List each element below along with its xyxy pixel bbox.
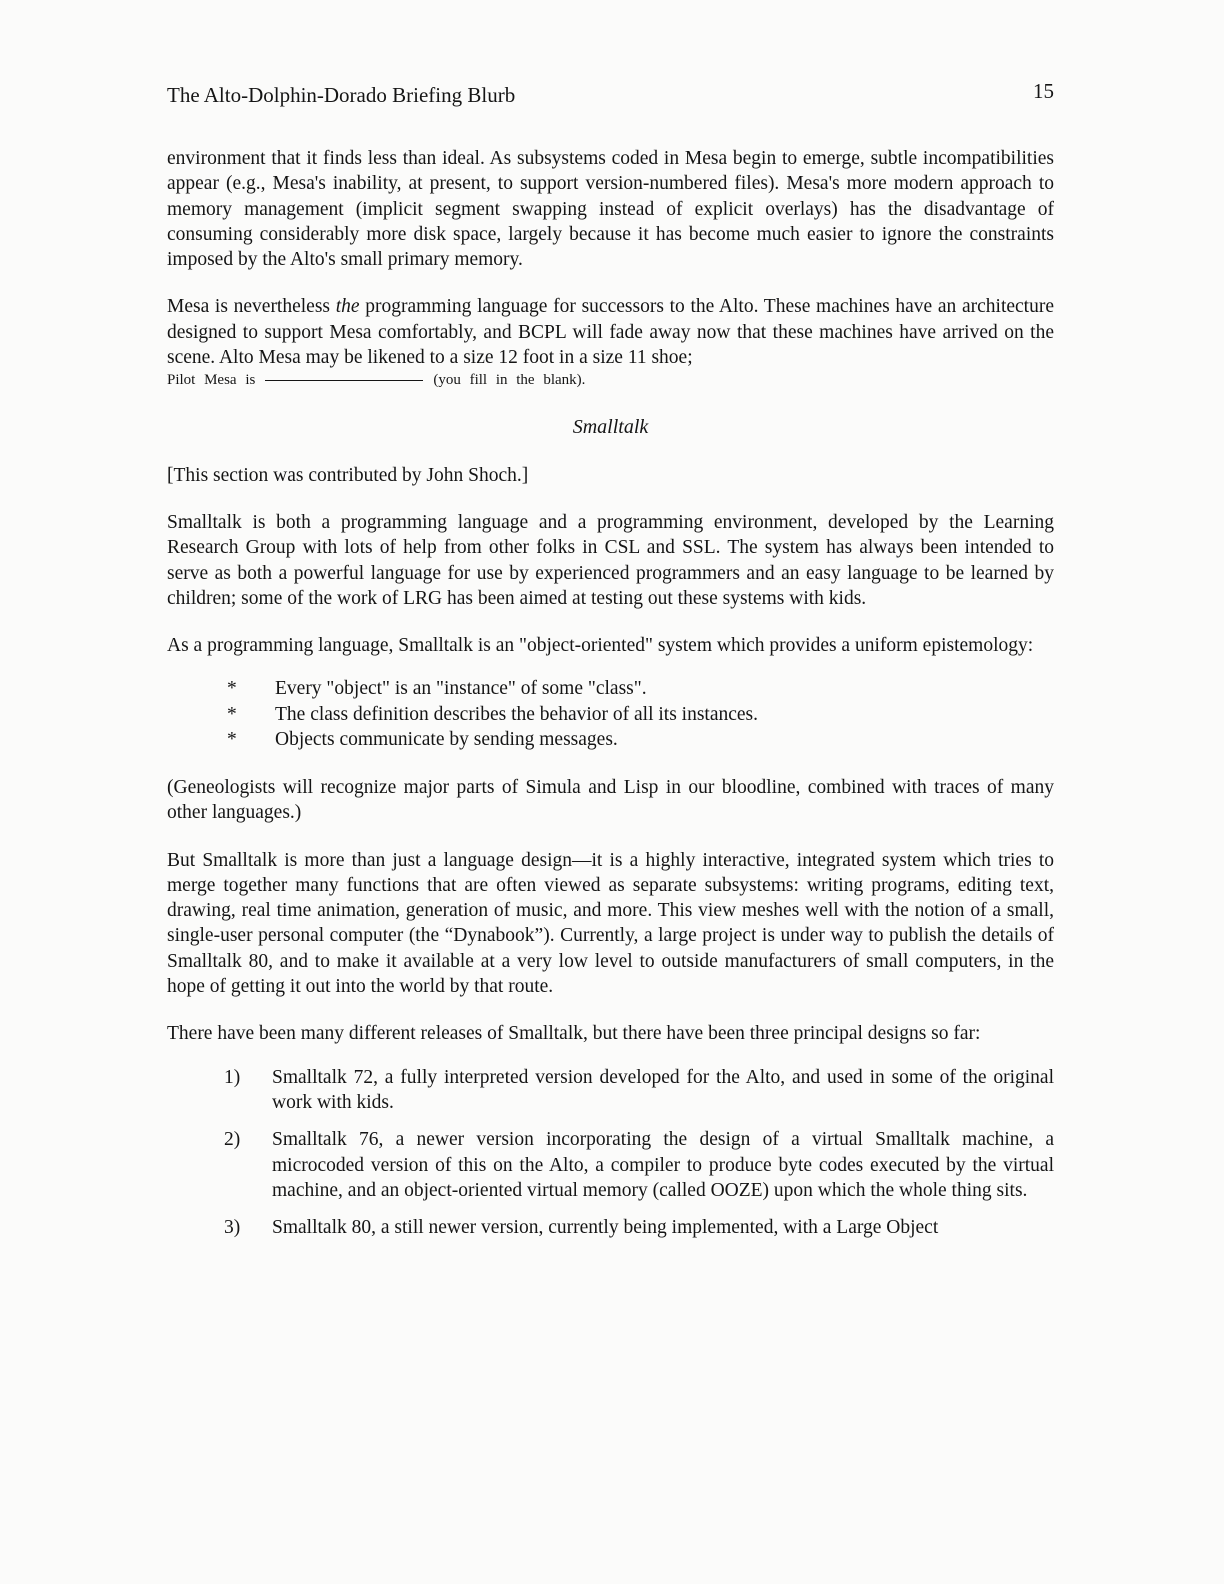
pilot-mesa-label: Pilot Mesa is xyxy=(167,372,256,389)
paragraph-mesa-environment: environment that it finds less than ideal. As subsystems coded in Mesa begin to emerge, subtle incompatibilities appear (e.g., Mesa's inability, at present, to support version-numbered files). Mesa's more modern approach to memory management (implicit segment swapping instead of explicit overlays) has the disadvantage of consuming considerably more disk space, largely because it has become much easier to ignore the constraints imposed by the Alto's small primary memory. xyxy=(167,148,1054,271)
paragraph-releases: There have been many different releases of Smalltalk, but there have been three principal designs so far: xyxy=(167,1023,981,1045)
body-text xyxy=(167,146,1054,1252)
list-item xyxy=(224,1127,1054,1203)
paragraph-interactive-system: But Smalltalk is more than just a language design—it is a highly interactive, integrated system which tries to merge together many functions that are often viewed as separate subsystems: writing programs, editing text, drawing, real time animation, generation of music, and more. This view meshes well with the notion of a small, single-user personal computer (the “Dynabook”). Currently, a large project is under way to publish the details of Smalltalk 80, and to make it available at a very low level to outside manufacturers of small computers, in the hope of getting it out into the world by that route. xyxy=(167,849,1054,998)
list-item-text: The class definition describes the behavior of all its instances. xyxy=(275,703,759,725)
paragraph-geneologists: (Geneologists will recognize major parts of Simula and Lisp in our bloodline, combined with traces of many other languages.) xyxy=(167,776,1054,824)
list-item-text: Smalltalk 72, a fully interpreted version developed for the Alto, and used in some of the original work with kids. xyxy=(272,1066,1054,1113)
paragraph-object-oriented: As a programming language, Smalltalk is an "object-oriented" system which provides a uniform epistemology: xyxy=(167,635,1034,657)
mesa-text-after: programming language for successors to the Alto. These machines have an architecture designed to support Mesa comfortably, and BCPL will fade away now that these machines have arrived on the scene. Alto Mesa may be likened to a size 12 foot in a size 11 shoe; xyxy=(167,296,1054,369)
mesa-italic-the: the xyxy=(335,296,360,318)
section-title-smalltalk: Smalltalk xyxy=(572,416,649,439)
list-number: 1) xyxy=(224,1066,241,1088)
fill-in-note: (you fill in the blank). xyxy=(433,372,586,389)
list-item-text: Smalltalk 76, a newer version incorporating the design of a virtual Smalltalk machine, a microcoded version of this on the Alto, a compiler to produce byte codes executed by the virtual machine, and an object-oriented virtual memory (called OOZE) upon which the whole thing sits. xyxy=(272,1129,1054,1201)
bullet-marker: * xyxy=(227,729,237,751)
running-header xyxy=(167,79,1054,108)
paragraph-smalltalk-intro: Smalltalk is both a programming language and a programming environment, developed by the Learning Research Group with lots of help from other folks in CSL and SSL. The system has always been intended to serve as both a powerful language for use by experienced programmers and an easy language to be learned by children; some of the work of LRG has been aimed at testing out these systems with kids. xyxy=(167,511,1054,609)
list-item xyxy=(224,1065,1054,1116)
epistemology-list xyxy=(167,676,1054,753)
list-item-text: Objects communicate by sending messages. xyxy=(275,729,618,751)
list-item xyxy=(224,1215,1054,1240)
designs-list xyxy=(167,1065,1054,1241)
fill-in-blank xyxy=(265,380,423,381)
page-number: 15 xyxy=(1033,79,1054,103)
list-item xyxy=(227,702,1054,728)
bullet-marker: * xyxy=(227,703,237,725)
paragraph-contributor: [This section was contributed by John Shoch.] xyxy=(167,464,529,486)
list-item xyxy=(227,727,1054,753)
pilot-mesa-line xyxy=(167,370,1054,391)
list-item xyxy=(227,676,1054,702)
list-item-text: Smalltalk 80, a still newer version, currently being implemented, with a Large Object xyxy=(272,1217,939,1239)
mesa-text-before: Mesa is nevertheless xyxy=(167,296,336,318)
list-number: 2) xyxy=(224,1129,241,1151)
bullet-marker: * xyxy=(227,678,237,700)
list-item-text: Every "object" is an "instance" of some "class". xyxy=(275,678,647,700)
list-number: 3) xyxy=(224,1217,241,1239)
header-title: The Alto-Dolphin-Dorado Briefing Blurb xyxy=(167,83,516,107)
paragraph-mesa-successors xyxy=(167,294,1054,370)
